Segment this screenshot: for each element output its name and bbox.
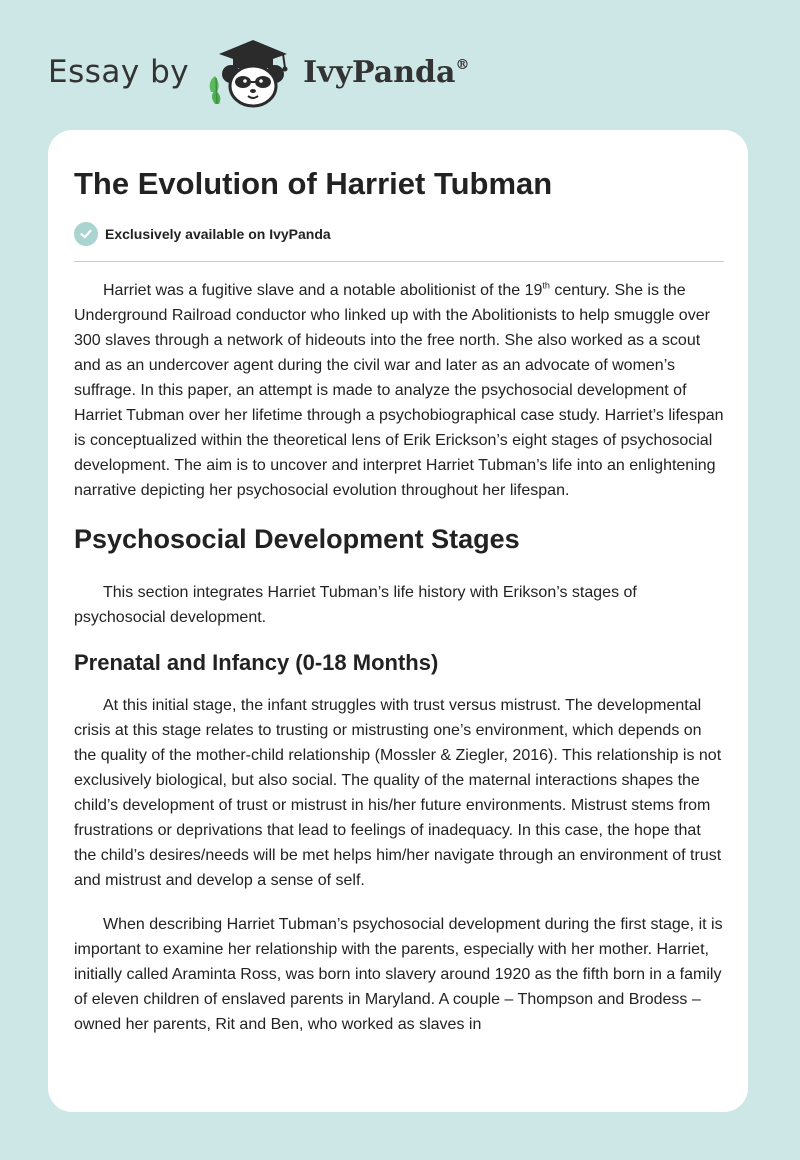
infancy-paragraph-2: When describing Harriet Tubman’s psychosocial development during the first stage, it is important to examine her relationship with the parents, especially with her mother. Harriet, initially called Araminta Ross, was born into slavery around 1920 as the fifth born in a family of eleven children of enslaved parents in Maryland. A couple – Thompson and Brodess – owned her parents, Rit and Ben, who worked as slaves in <box>74 916 723 1033</box>
registered-mark: ® <box>455 56 470 73</box>
section-paragraph-psychosocial: This section integrates Harriet Tubman’s life history with Erikson’s stages of psychosocial development. <box>74 584 637 626</box>
essay-card <box>48 130 748 1112</box>
essay-by-label: Essay by <box>48 54 190 90</box>
panda-mascot-icon <box>203 36 299 108</box>
exclusive-badge-text: Exclusively available on IvyPanda <box>105 226 331 242</box>
subsection-heading-infancy: Prenatal and Infancy (0-18 Months) <box>74 650 439 675</box>
ivypanda-brand[interactable] <box>303 55 469 90</box>
exclusive-badge <box>74 222 331 246</box>
ordinal-suffix: th <box>542 280 550 291</box>
intro-paragraph <box>74 278 724 503</box>
intro-text-start: Harriet was a fugitive slave and a notable abolitionist of the 19 <box>103 282 543 299</box>
section-heading-psychosocial: Psychosocial Development Stages <box>74 524 520 554</box>
check-circle-icon <box>74 222 98 246</box>
site-header <box>48 36 469 108</box>
page-title: The Evolution of Harriet Tubman <box>74 166 553 201</box>
intro-text-end: century. She is the Underground Railroad conductor who linked up with the Abolitionists to help smuggle over 300 slaves through a network of hideouts into the free north. She also worked as a scout and as an undercover agent during the civil war and later as an advocate of women’s suffrage. In this paper, an attempt is made to analyze the psychosocial development of Harriet Tubman over her lifetime through a psychobiographical case study. Harriet’s lifespan is conceptualized within the theoretical lens of Erik Erickson’s eight stages of psychosocial development. The aim is to uncover and interpret Harriet Tubman’s life into an enlightening narrative depicting her psychosocial evolution throughout her lifespan. <box>74 282 724 499</box>
brand-name: IvyPanda <box>303 54 456 90</box>
infancy-paragraph-1: At this initial stage, the infant struggles with trust versus mistrust. The developmental crisis at this stage relates to trusting or mistrusting one’s environment, which depends on the quality of the mother-child relationship (Mossler & Ziegler, 2016). This relationship is not exclusively biological, but also social. The quality of the maternal interactions shapes the child’s development of trust or mistrust in his/her future environments. Mistrust stems from frustrations or deprivations that lead to feelings of inadequacy. In this case, the hope that the child’s desires/needs will be met helps him/her navigate through an environment of trust and mistrust and develop a sense of self. <box>74 697 722 889</box>
title-divider <box>74 261 724 262</box>
essay-body <box>74 278 724 1056</box>
ivypanda-logo-icon[interactable] <box>203 36 299 108</box>
